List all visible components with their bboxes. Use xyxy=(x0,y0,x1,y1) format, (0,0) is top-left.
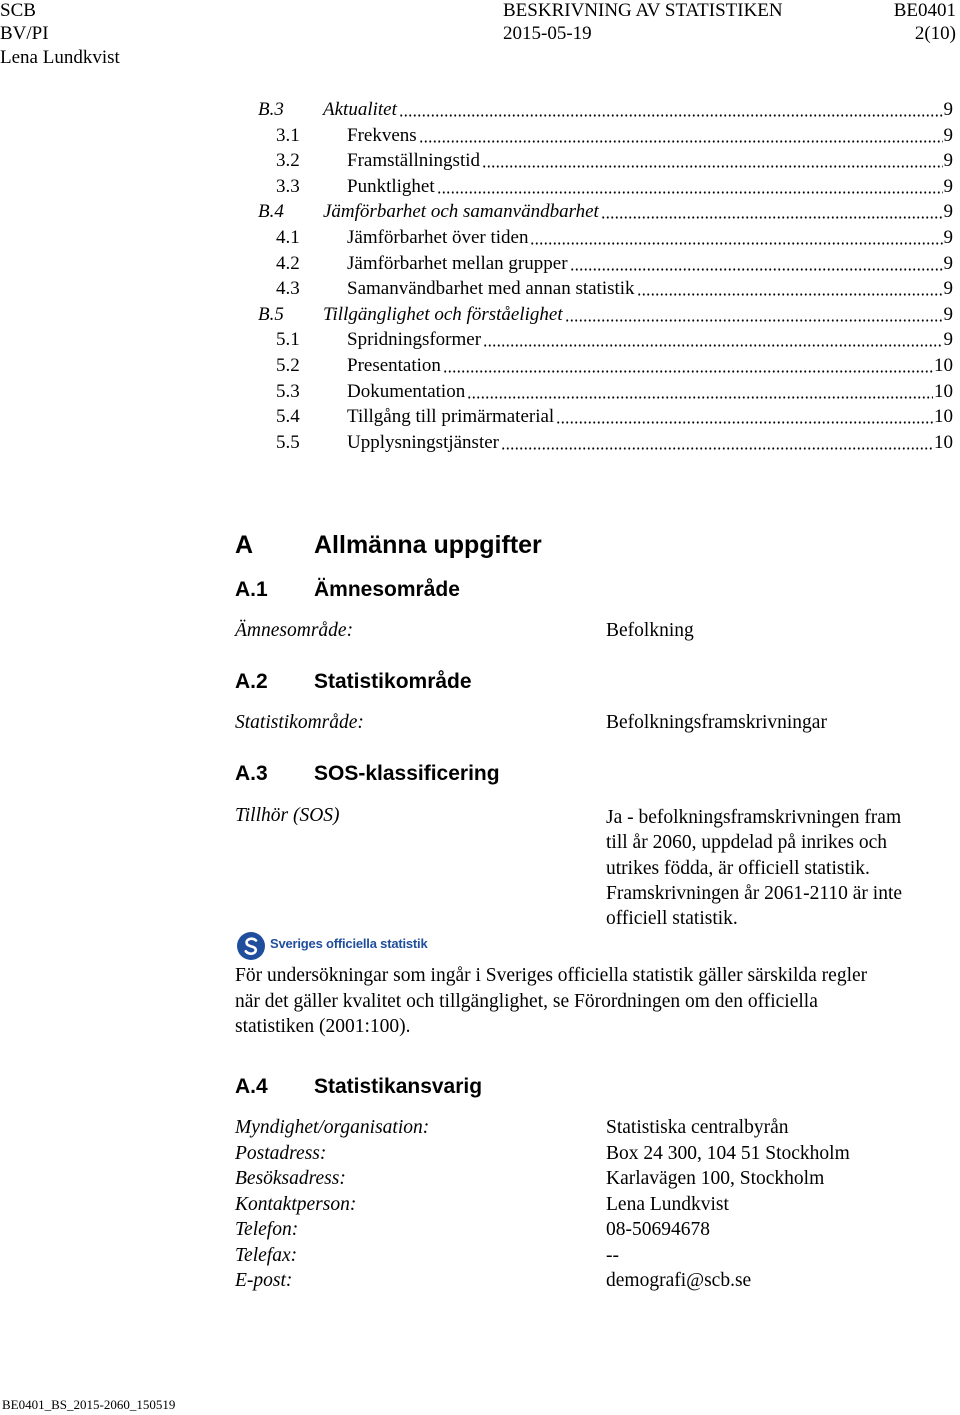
toc-number: 3.2 xyxy=(276,150,300,172)
toc-page-number: 10 xyxy=(934,355,953,376)
footer-file-id: BE0401_BS_2015-2060_150519 xyxy=(2,1397,176,1412)
toc-row[interactable] xyxy=(0,302,960,328)
toc-title: Presentation xyxy=(347,355,441,376)
paragraph-line: statistiken (2001:100). xyxy=(235,1016,411,1037)
toc-leader-dots xyxy=(501,430,933,450)
toc-leader-dots xyxy=(570,251,943,271)
toc-leader-dots xyxy=(437,174,943,194)
section-a-title: Allmänna uppgifter xyxy=(314,531,542,559)
contact-key: Myndighet/organisation: xyxy=(235,1117,430,1138)
toc-number: 3.3 xyxy=(276,175,300,197)
a1-title: Ämnesområde xyxy=(314,578,460,601)
toc-title: Tillgång till primärmaterial xyxy=(347,406,555,428)
toc-row[interactable] xyxy=(0,327,960,353)
toc-title: Frekvens xyxy=(347,124,417,146)
toc-row[interactable] xyxy=(0,379,960,405)
contact-key: Telefax: xyxy=(235,1244,298,1266)
section-a-number: A xyxy=(235,531,254,559)
a3-value xyxy=(606,805,902,931)
toc-leader-dots xyxy=(601,199,943,219)
toc-title: Spridningsformer xyxy=(347,329,482,351)
sos-paragraph xyxy=(235,963,955,1040)
toc-page-number: 9 xyxy=(943,329,953,351)
toc-title: Jämförbarhet över tiden xyxy=(347,227,529,248)
toc-leader-dots xyxy=(419,123,943,143)
paragraph-line: För undersökningar som ingår i Sveriges officiella statistik gäller särskilda regler xyxy=(235,965,868,986)
contact-value[interactable]: demografi@scb.se xyxy=(606,1270,752,1291)
a1-value: Befolkning xyxy=(606,620,694,641)
contact-key: Besöksadress: xyxy=(235,1168,346,1189)
header-doc-title: BESKRIVNING AV STATISTIKEN xyxy=(503,0,783,21)
contact-value: Karlavägen 100, Stockholm xyxy=(606,1168,825,1189)
header-org: SCB xyxy=(0,0,36,21)
toc-leader-dots xyxy=(565,302,943,322)
toc-number: 5.4 xyxy=(276,406,300,428)
toc-number: 4.2 xyxy=(276,252,300,274)
toc-page-number: 10 xyxy=(934,380,953,402)
toc-row[interactable] xyxy=(0,276,960,302)
toc-title: Framställningstid xyxy=(347,150,480,172)
toc-title: Punktlighet xyxy=(347,175,435,197)
toc-page-number: 9 xyxy=(943,175,953,197)
toc-title: Samanvändbarhet med annan statistik xyxy=(347,278,635,300)
a2-number: A.2 xyxy=(235,670,268,693)
toc-number: 5.2 xyxy=(276,355,300,376)
toc-number: 4.1 xyxy=(276,227,300,248)
toc-title: Aktualitet xyxy=(323,99,397,120)
toc-page-number: 9 xyxy=(943,303,953,325)
toc-leader-dots xyxy=(483,327,943,347)
contact-key: E-post: xyxy=(235,1270,293,1291)
toc-row[interactable] xyxy=(0,353,960,379)
toc-leader-dots xyxy=(530,225,943,245)
toc-row[interactable] xyxy=(0,225,960,251)
sos-logo-text: Sveriges officiella statistik xyxy=(270,936,428,951)
toc-leader-dots xyxy=(556,404,933,424)
header-dept: BV/PI xyxy=(0,23,49,44)
contact-key: Telefon: xyxy=(235,1219,299,1240)
a3-value-line: Ja - befolkningsframskrivningen fram xyxy=(606,807,902,828)
header-doc-code: BE0401 xyxy=(893,0,956,21)
toc-number: 5.1 xyxy=(276,329,300,351)
toc-row[interactable] xyxy=(0,199,960,225)
contact-value: 08-50694678 xyxy=(606,1219,710,1240)
a3-title: SOS-klassificering xyxy=(314,762,500,785)
toc-number: 5.5 xyxy=(276,431,300,453)
toc-number: B.4 xyxy=(258,201,284,223)
toc-row[interactable] xyxy=(0,148,960,174)
paragraph-line: när det gäller kvalitet och tillgänglighet, se Förordningen om den officiella xyxy=(235,990,818,1012)
a3-value-line: Framskrivningen år 2061-2110 är inte xyxy=(606,882,903,904)
toc-row[interactable] xyxy=(0,97,960,123)
toc-page-number: 9 xyxy=(943,252,953,274)
toc-title: Upplysningstjänster xyxy=(347,431,499,453)
header-author: Lena Lundkvist xyxy=(0,47,120,68)
contact-value: Statistiska centralbyrån xyxy=(606,1117,789,1138)
header-date: 2015-05-19 xyxy=(503,23,592,44)
contact-key: Postadress: xyxy=(235,1142,327,1164)
sos-logo-icon xyxy=(236,931,266,961)
toc-row[interactable] xyxy=(0,251,960,277)
toc-title: Dokumentation xyxy=(347,380,466,402)
toc-number: 4.3 xyxy=(276,278,300,300)
toc-title: Jämförbarhet mellan grupper xyxy=(347,252,568,274)
toc-leader-dots xyxy=(467,379,933,399)
toc-number: 3.1 xyxy=(276,124,300,146)
toc-row[interactable] xyxy=(0,123,960,149)
contact-value: -- xyxy=(606,1244,619,1266)
toc-leader-dots xyxy=(399,97,943,117)
header-page-number: 2(10) xyxy=(914,23,956,44)
contact-value: Lena Lundkvist xyxy=(606,1193,729,1215)
a2-value: Befolkningsframskrivningar xyxy=(606,712,827,733)
toc-number: B.3 xyxy=(258,99,284,120)
a2-key: Statistikområde: xyxy=(235,712,364,733)
toc-page-number: 9 xyxy=(943,278,953,300)
a3-number: A.3 xyxy=(235,762,268,785)
toc-page-number: 10 xyxy=(934,431,953,453)
a1-key: Ämnesområde: xyxy=(235,620,354,641)
a2-title: Statistikområde xyxy=(314,670,472,693)
a3-value-line: till år 2060, uppdelad på inrikes och xyxy=(606,832,888,854)
a4-number: A.4 xyxy=(235,1075,268,1098)
toc-page-number: 10 xyxy=(934,406,953,428)
contact-key: Kontaktperson: xyxy=(235,1193,357,1215)
a3-key: Tillhör (SOS) xyxy=(235,805,340,826)
contact-value: Box 24 300, 104 51 Stockholm xyxy=(606,1142,850,1164)
toc-page-number: 9 xyxy=(943,124,953,146)
a3-value-line: utrikes födda, är officiell statistik. xyxy=(606,857,870,879)
a4-title: Statistikansvarig xyxy=(314,1075,483,1098)
toc-number: B.5 xyxy=(258,303,284,325)
toc-leader-dots xyxy=(443,353,933,373)
toc-page-number: 9 xyxy=(943,150,953,172)
toc-title: Tillgänglighet och förståelighet xyxy=(323,303,563,325)
toc-page-number: 9 xyxy=(943,99,953,120)
toc-page-number: 9 xyxy=(943,201,953,223)
a3-value-line: officiell statistik. xyxy=(606,908,738,930)
toc-title: Jämförbarhet och samanvändbarhet xyxy=(323,201,599,223)
toc-number: 5.3 xyxy=(276,380,300,402)
toc-row[interactable] xyxy=(0,174,960,200)
toc-row[interactable] xyxy=(0,430,960,456)
toc-leader-dots xyxy=(637,276,943,296)
toc-row[interactable] xyxy=(0,404,960,430)
a1-number: A.1 xyxy=(235,578,268,601)
toc-page-number: 9 xyxy=(943,227,953,248)
toc-leader-dots xyxy=(482,148,943,168)
